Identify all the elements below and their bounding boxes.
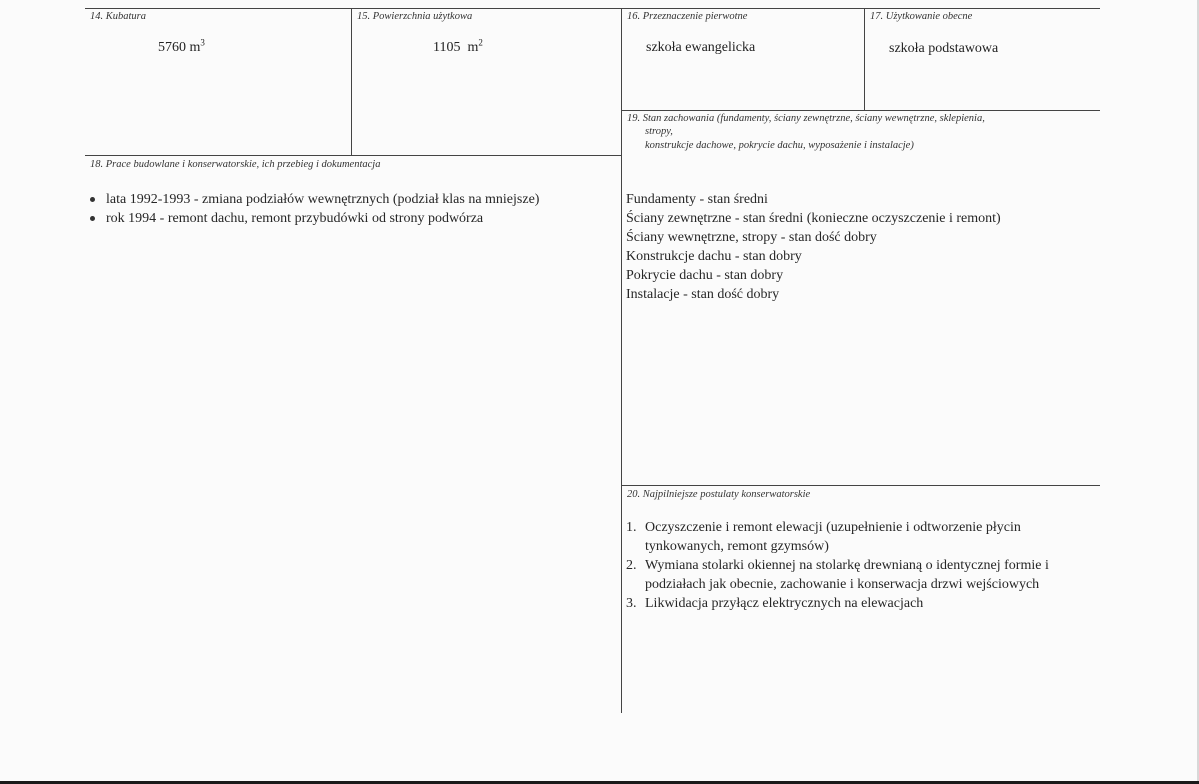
kubatura-value: [158, 37, 205, 56]
przeznaczenie-label: 16. Przeznaczenie pierwotne: [627, 11, 748, 22]
list-item: Fundamenty - stan średni: [626, 192, 768, 207]
przeznaczenie-value: szkoła ewangelicka: [646, 40, 756, 55]
uzytkowanie-value: szkoła podstawowa: [889, 41, 999, 56]
item-number: 3.: [626, 596, 637, 611]
stan-label-line3: konstrukcje dachowe, pokrycie dachu, wyposażenie i instalacje): [645, 140, 914, 151]
divider-15-18: [85, 155, 622, 156]
powierzchnia-label: 15. Powierzchnia użytkowa: [357, 11, 473, 22]
list-item: Ściany zewnętrzne - stan średni (konieczne oczyszczenie i remont): [626, 211, 1001, 226]
item-line: Wymiana stolarki okiennej na stolarkę drewnianą o identycznej formie i: [645, 558, 1049, 573]
item-line: tynkowanych, remont gzymsów): [645, 539, 829, 554]
list-item: rok 1994 - remont dachu, remont przybudówki od strony podwórza: [88, 209, 539, 228]
postulaty-list: [626, 518, 1096, 613]
powierzchnia-exponent: 2: [478, 37, 483, 48]
top-border: [85, 8, 1100, 9]
list-item: Konstrukcje dachu - stan dobry: [626, 249, 802, 264]
divider-center: [621, 8, 622, 713]
prace-list: [88, 190, 539, 228]
stan-label-line2: stropy,: [645, 126, 673, 137]
divider-14-15: [351, 8, 352, 156]
prace-label: 18. Prace budowlane i konserwatorskie, ich przebieg i dokumentacja: [90, 159, 381, 170]
kubatura-label: 14. Kubatura: [90, 11, 147, 22]
list-item: Pokrycie dachu - stan dobry: [626, 268, 784, 283]
powierzchnia-number: 1105 m: [433, 40, 479, 55]
kubatura-exponent: 3: [200, 37, 205, 48]
divider-19-20: [621, 485, 1100, 486]
item-line: podziałach jak obecnie, zachowanie i konserwacja drzwi wejściowych: [645, 577, 1040, 592]
item-number: 1.: [626, 520, 637, 535]
list-item: [626, 556, 1096, 594]
divider-16-17: [864, 8, 865, 110]
list-item: Ściany wewnętrzne, stropy - stan dość dobry: [626, 230, 877, 245]
stan-list: [626, 190, 1001, 304]
kubatura-number: 5760 m: [158, 40, 201, 55]
list-item: Instalacje - stan dość dobry: [626, 287, 780, 302]
stan-label-line1: 19. Stan zachowania (fundamenty, ściany zewnętrzne, ściany wewnętrzne, sklepienia,: [627, 113, 985, 124]
list-item: [626, 594, 1096, 613]
postulaty-label: 20. Najpilniejsze postulaty konserwatorskie: [627, 489, 811, 500]
powierzchnia-value: [433, 37, 483, 56]
item-line: Likwidacja przyłącz elektrycznych na elewacjach: [645, 596, 924, 611]
item-number: 2.: [626, 558, 637, 573]
list-item: lata 1992-1993 - zmiana podziałów wewnętrznych (podział klas na mniejsze): [88, 190, 539, 209]
item-line: Oczyszczenie i remont elewacji (uzupełnienie i odtworzenie płycin: [645, 520, 1021, 535]
divider-16-19: [621, 110, 1100, 111]
uzytkowanie-label: 17. Użytkowanie obecne: [870, 11, 973, 22]
list-item: [626, 518, 1096, 556]
